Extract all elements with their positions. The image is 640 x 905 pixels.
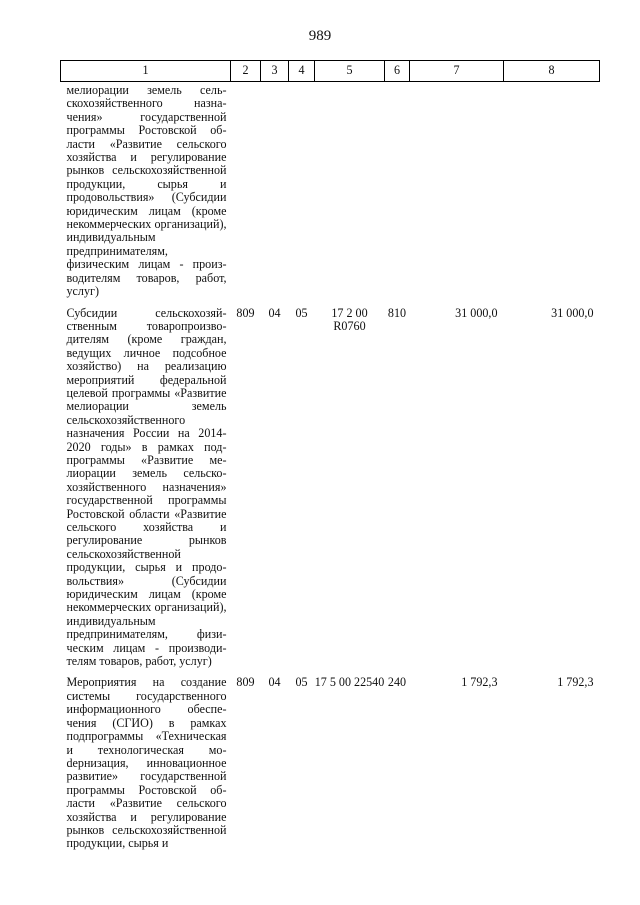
column-header: 6	[385, 61, 410, 82]
cell-subsection: 05	[295, 675, 308, 690]
cell-code	[231, 82, 261, 305]
header-row	[61, 61, 600, 82]
row-description: Субсидии сельскохозяйственным товаропроизводителям (кроме граждан, ведущих личное подсобное хозяйство) на реализацию мероприятий федеральной целевой программы «Развитие мелиорации земель сельскохозяйственного назначения России на 2014-2020 годы» в рамках подпрограммы «Развитие мелиорации земель сельскохозяйственного назначения» государственной программы Ростовской области «Развитие сельского хозяйства и регулирование рынков сельскохозяйственной продукции, сырья и продовольствия» (Субсидии юридическим лицам (кроме некоммерческих организаций), индивидуальным предпринимателям, физическим лицам - производителям товаров, работ, услуг)	[66, 305, 227, 669]
cell-code: 809	[236, 675, 255, 690]
cell-section: 04	[268, 675, 281, 690]
cell-amount: 31 000,0	[455, 305, 498, 320]
cell-amount	[504, 82, 600, 305]
column-header: 5	[315, 61, 385, 82]
cell-type: 810	[387, 305, 407, 320]
cell-section: 04	[268, 305, 281, 320]
table-row	[61, 305, 600, 675]
table-row	[61, 82, 600, 305]
cell-subsection	[289, 82, 315, 305]
table-row	[61, 674, 600, 856]
cell-target: 17 5 00 22540	[314, 675, 385, 690]
page-number: 989	[308, 28, 332, 44]
cell-section	[261, 82, 289, 305]
cell-target: 17 2 00 R0760	[331, 305, 368, 333]
budget-table	[60, 60, 600, 857]
row-description: Мероприятия на создание системы государственного информационного обеспечения (СГИО) в рамках подпрограммы «Техническая и технологическая моdернизация, инновационное развитие» государственной программы Ростовской области «Развитие сельского хозяйства и регулирование рынков сельскохозяйственной продукции, сырья и	[66, 675, 227, 851]
cell-type	[385, 82, 410, 305]
column-header: 1	[61, 61, 231, 82]
column-header: 4	[289, 61, 315, 82]
column-header: 2	[231, 61, 261, 82]
cell-amount	[410, 82, 504, 305]
column-header: 8	[504, 61, 600, 82]
cell-amount: 1 792,3	[461, 675, 498, 690]
cell-type: 240	[387, 675, 407, 690]
cell-subsection: 05	[295, 305, 308, 320]
row-description: мелиорации земель сельскохозяйственного назначения» государственной программы Ростовской области «Развитие сельского хозяйства и регулирование рынков сельскохозяйственной продукции, сырья и продовольствия» (Субсидии юридическим лицам (кроме некоммерческих организаций), индивидуальным предпринимателям, физическим лицам - производителям товаров, работ, услуг)	[66, 83, 227, 299]
cell-code: 809	[236, 305, 255, 320]
cell-target	[315, 82, 385, 305]
column-header: 3	[261, 61, 289, 82]
cell-amount: 31 000,0	[551, 305, 594, 320]
cell-amount: 1 792,3	[557, 675, 594, 690]
column-header: 7	[410, 61, 504, 82]
